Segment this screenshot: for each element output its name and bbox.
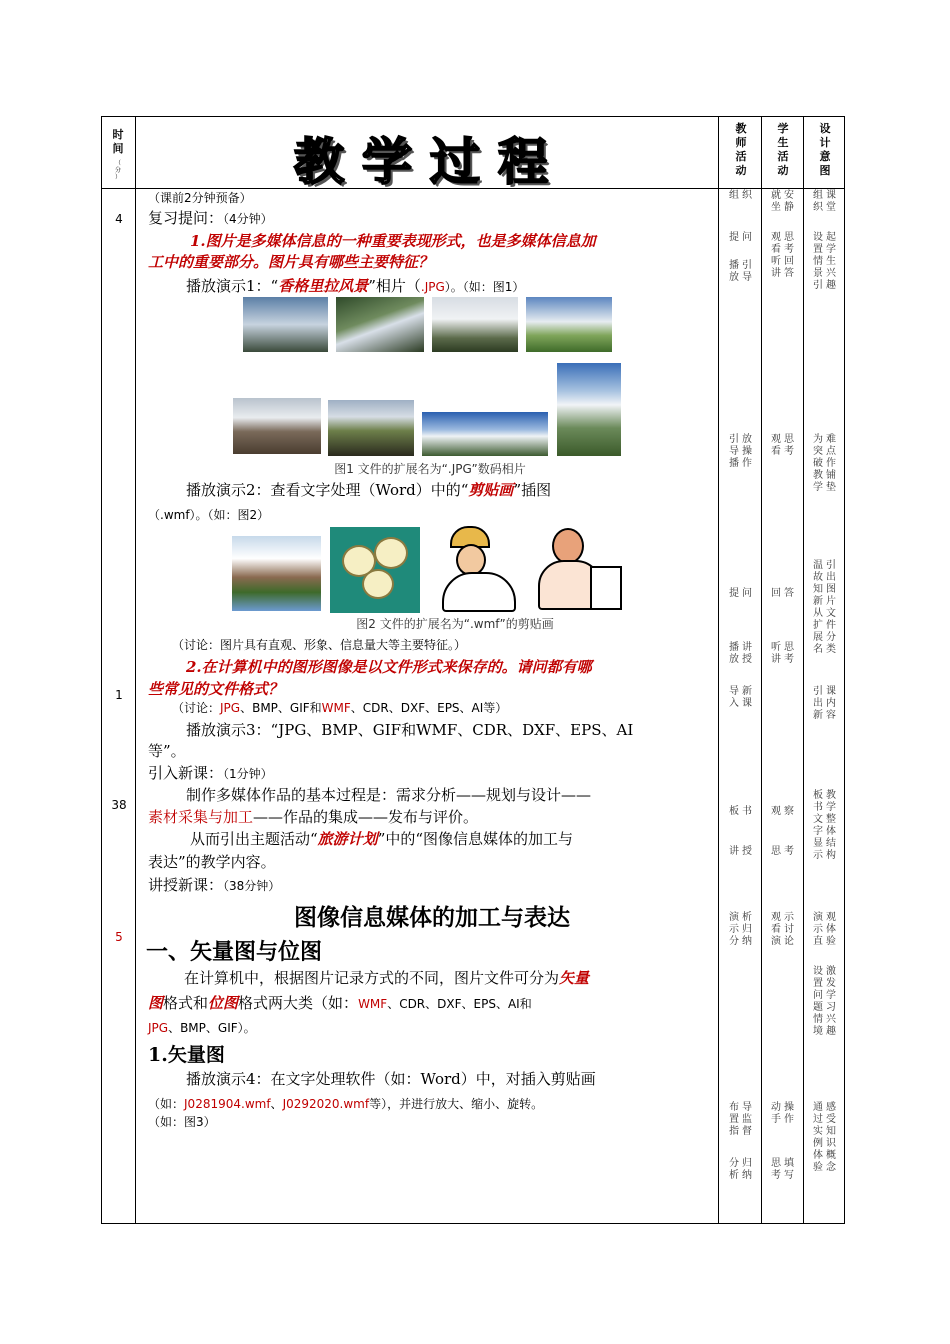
student-activity-item: 听 讲 思 考 xyxy=(771,642,794,665)
teacher-activity-item: 播 放 引 导 xyxy=(729,260,752,283)
figure-1-caption: 图1 文件的扩展名为“.JPG”数码相片 xyxy=(334,462,526,476)
demo-4-end: （如：图3） xyxy=(148,1115,216,1129)
time-col-unit: （ 分 ） xyxy=(114,160,121,181)
process-line-cont: 素材采集与加工——作品的集成——发布与评价。 xyxy=(148,808,479,826)
teacher-activity-item: 播 放 讲 授 xyxy=(729,642,752,665)
intro-heading: 引入新课：（1分钟） xyxy=(148,764,273,782)
demo-3-cont: 等”。 xyxy=(148,742,186,760)
question-2: 2.在计算机中的图形图像是以文件形式来保存的。请问都有哪 xyxy=(186,658,592,676)
teacher-activity-item: 布 置 指 导 监 督 xyxy=(729,1102,752,1137)
demo-4-cont: （如：J0281904.wmf、J0292020.wmf等），并进行放大、缩小、旋转。 xyxy=(148,1097,544,1111)
teacher-activity-item: 组 织 xyxy=(729,190,752,201)
discussion-2: （讨论：JPG、BMP、GIF和WMF、CDR、DXF、EPS、AI等） xyxy=(172,701,508,715)
section-1-text-end: JPG、BMP、GIF）。 xyxy=(148,1021,256,1035)
design-intent-item: 温 故 知 新 从 扩 展 名 引 出 图 片 文 件 分 类 xyxy=(813,560,836,655)
student-activity-item: 观 看 听 讲 思 考 回 答 xyxy=(771,232,794,279)
design-intent-item: 演 示 直 观 体 验 xyxy=(813,912,836,947)
theme-line-cont: 表达”的教学内容。 xyxy=(148,853,276,871)
theme-line: 从而引出主题活动“旅游计划”中的“图像信息媒体的加工与 xyxy=(190,830,574,848)
question-2-cont: 些常见的文件格式？ xyxy=(148,680,284,698)
landscape-photo xyxy=(233,398,321,454)
landscape-photo xyxy=(557,363,621,456)
pre-note: （课前2分钟预备） xyxy=(148,191,252,205)
student-activity-item: 观 察 xyxy=(771,806,794,817)
student-activity-item: 观 看 思 考 xyxy=(771,434,794,457)
landscape-photo xyxy=(432,297,518,352)
time-value: 4 xyxy=(115,212,123,226)
subsection-vector: 1.矢量图 xyxy=(148,1044,225,1066)
businessman-clipart xyxy=(532,522,624,612)
process-line: 制作多媒体作品的基本过程是：需求分析——规划与设计—— xyxy=(186,786,592,804)
teacher-activity-item: 分 析 归 纳 xyxy=(729,1158,752,1181)
demo-3: 播放演示3：“JPG、BMP、GIF和WMF、CDR、DXF、EPS、AI xyxy=(186,721,634,739)
teacher-activity-item: 提 问 xyxy=(729,588,752,599)
col-divider xyxy=(761,117,762,1223)
design-intent-item: 设 置 情 景 引 起 学 生 兴 趣 xyxy=(813,232,836,291)
roses-clipart xyxy=(330,527,420,613)
teacher-activity-item: 板 书 xyxy=(729,806,752,817)
design-col-header: 设 计 意 图 xyxy=(819,122,831,177)
demo-1: 播放演示1：“香格里拉风景”相片（.JPG）。（如：图1） xyxy=(186,277,525,295)
student-activity-item: 思 考 xyxy=(771,846,794,857)
section-1-text-cont: 图格式和位图格式两大类（如：WMF、CDR、DXF、EPS、AI和 xyxy=(148,994,532,1012)
student-activity-item: 就 坐 安 静 xyxy=(771,190,794,213)
teacher-col-header: 教 师 活 动 xyxy=(735,122,747,177)
teacher-activity-item: 演 示 分 析 归 纳 xyxy=(729,912,752,947)
time-col-header: 时 间 xyxy=(112,128,124,155)
student-activity-item: 思 考 填 写 xyxy=(771,1158,794,1181)
demo-2: 播放演示2：查看文字处理（Word）中的“剪贴画”插图 xyxy=(186,481,552,499)
design-intent-item: 板 书 文 字 显 示 教 学 整 体 结 构 xyxy=(813,790,836,861)
landscape-photo xyxy=(526,297,612,352)
time-value: 38 xyxy=(111,798,127,812)
student-activity-item: 观 看 演 示 讨 论 xyxy=(771,912,794,947)
design-intent-item: 组 织 课 堂 xyxy=(813,190,836,213)
landscape-photo xyxy=(422,412,548,456)
discussion-1: （讨论：图片具有直观、形象、信息量大等主要特征。） xyxy=(172,638,467,652)
question-1: 1.图片是多媒体信息的一种重要表现形式，也是多媒体信息加 xyxy=(190,232,596,250)
time-value: 5 xyxy=(115,930,123,944)
lesson-title: 图像信息媒体的加工与表达 xyxy=(294,904,570,931)
page-title: 教学过程 xyxy=(294,133,566,191)
house-clipart xyxy=(232,536,321,611)
landscape-photo xyxy=(243,297,328,352)
demo-2-ext: （.wmf）。（如：图2） xyxy=(148,508,270,522)
engineer-clipart xyxy=(432,522,522,612)
figure-2-caption: 图2 文件的扩展名为“.wmf”的剪贴画 xyxy=(356,617,554,631)
student-col-header: 学 生 活 动 xyxy=(777,122,789,177)
teach-heading: 讲授新课：（38分钟） xyxy=(148,876,281,894)
design-intent-item: 通 过 实 例 体 验 感 受 知 识 概 念 xyxy=(813,1102,836,1173)
teacher-activity-item: 引 导 播 放 操 作 xyxy=(729,434,752,469)
review-heading: 复习提问：（4分钟） xyxy=(148,209,273,227)
design-intent-item: 为 突 破 教 学 难 点 作 铺 垫 xyxy=(813,434,836,493)
student-activity-item: 动 手 操 作 xyxy=(771,1102,794,1125)
design-intent-item: 设 置 问 题 情 境 激 发 学 习 兴 趣 xyxy=(813,966,836,1037)
design-intent-item: 引 出 新 课 内 容 xyxy=(813,686,836,721)
col-divider xyxy=(803,117,804,1223)
teacher-activity-item: 提 问 xyxy=(729,232,752,243)
section-1-text: 在计算机中，根据图片记录方式的不同，图片文件可分为矢量 xyxy=(184,969,590,987)
teacher-activity-item: 导 入 新 课 xyxy=(729,686,752,709)
landscape-photo xyxy=(328,400,414,456)
student-activity-item: 回 答 xyxy=(771,588,794,599)
demo-4: 播放演示4：在文字处理软件（如：Word）中，对插入剪贴画 xyxy=(186,1070,596,1088)
landscape-photo xyxy=(336,297,424,352)
question-1-cont: 工中的重要部分。图片具有哪些主要特征？ xyxy=(148,253,434,271)
teacher-activity-item: 讲 授 xyxy=(729,846,752,857)
time-value: 1 xyxy=(115,688,123,702)
section-1-heading: 一、矢量图与位图 xyxy=(146,939,323,965)
col-divider xyxy=(135,117,136,1223)
